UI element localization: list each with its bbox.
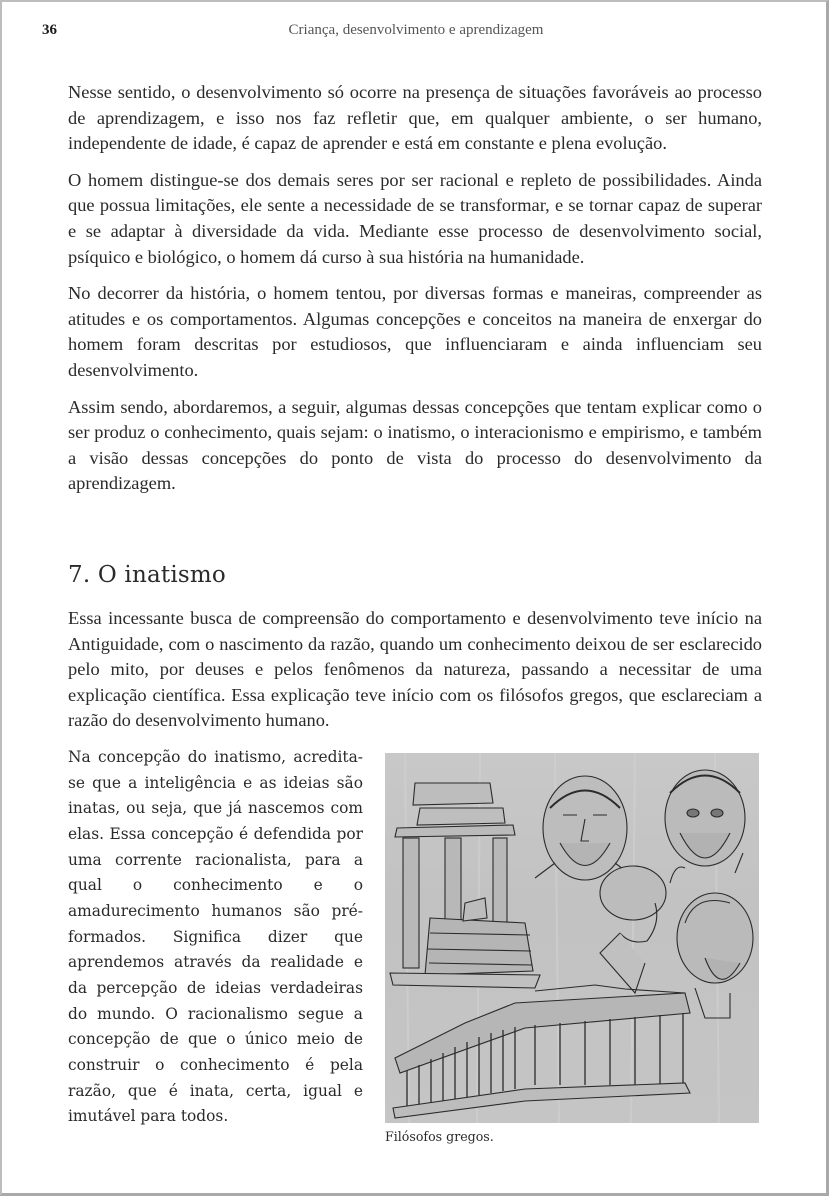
temple-ruins-drawing [390, 783, 540, 988]
figure-caption: Filósofos gregos. [385, 1129, 494, 1144]
paragraph: Assim sendo, abordaremos, a seguir, algumas dessas concepções que tentam explicar como o ser produz o conhecimento, quais sejam: o inatismo, o interacionismo e empirismo, e também a visão dessas concepções do ponto de vista do processo do desenvolvimento da aprendizagem. [68, 396, 762, 494]
section-heading: 7. O inatismo [68, 562, 226, 588]
paragraph: O homem distingue-se dos demais seres por ser racional e repleto de possibilidades. Ainda que possua limitações, ele sente a necessidade de se transformar, e se tornar capaz de superar e se adaptar à diversidade da vida. Mediante esse processo de desenvolvimento social, psíquico e biológico, o homem dá curso à sua história na humanidade. [68, 169, 762, 267]
page-number: 36 [42, 22, 57, 38]
bust-drawing [535, 776, 635, 880]
intro-text [68, 80, 762, 508]
running-title: Criança, desenvolvimento e aprendizagem [288, 22, 544, 38]
paragraph: Nesse sentido, o desenvolvimento só ocorre na presença de situações favoráveis ao processo de aprendizagem, e isso nos faz refletir que, em qualquer ambiente, o ser humano, independente de idade, é capaz de aprender e está em constante e plena evolução. [68, 82, 762, 154]
section-intro [68, 606, 762, 734]
greek-philosophers-illustration [385, 753, 759, 1123]
paragraph: No decorrer da história, o homem tentou, por diversas formas e maneiras, compreender as atitudes e os comportamentos. Algumas concepções e conceitos na maneira de enxergar do homem foram descritas por estudiosos, que influenciaram e ainda influenciam seu desenvolvimento. [68, 283, 762, 380]
parthenon-drawing [393, 985, 690, 1118]
running-header [0, 20, 832, 44]
paragraph: Essa incessante busca de compreensão do comportamento e desenvolvimento teve início na Antiguidade, com o nascimento da razão, quando um conhecimento deixou de ser esclarecido pelo mito, por deuses e pelos fenômenos da natureza, passando a necessitar de uma explicação científica. Essa explicação teve início com os filósofos gregos, que esclareciam a razão do desenvolvimento humano. [68, 608, 762, 731]
bust-drawing [677, 893, 753, 1018]
column-text [68, 745, 363, 1130]
bust-drawing [665, 770, 745, 883]
paragraph: Na concepção do inatismo, acredita-se que a inteligência e as ideias são inatas, ou seja, que já nascemos com elas. Essa concepção é defendida por uma corrente racionalista, para a qual o conhecimento e o amadurecimento humanos são pré-formados. Significa dizer que aprendemos através da realidade e da percepção de ideias verdadeiras do mundo. O racionalismo segue a concepção de que o único meio de construir o conhecimento é pela razão, que é inata, certa, igual e imutável para todos. [68, 748, 363, 1126]
